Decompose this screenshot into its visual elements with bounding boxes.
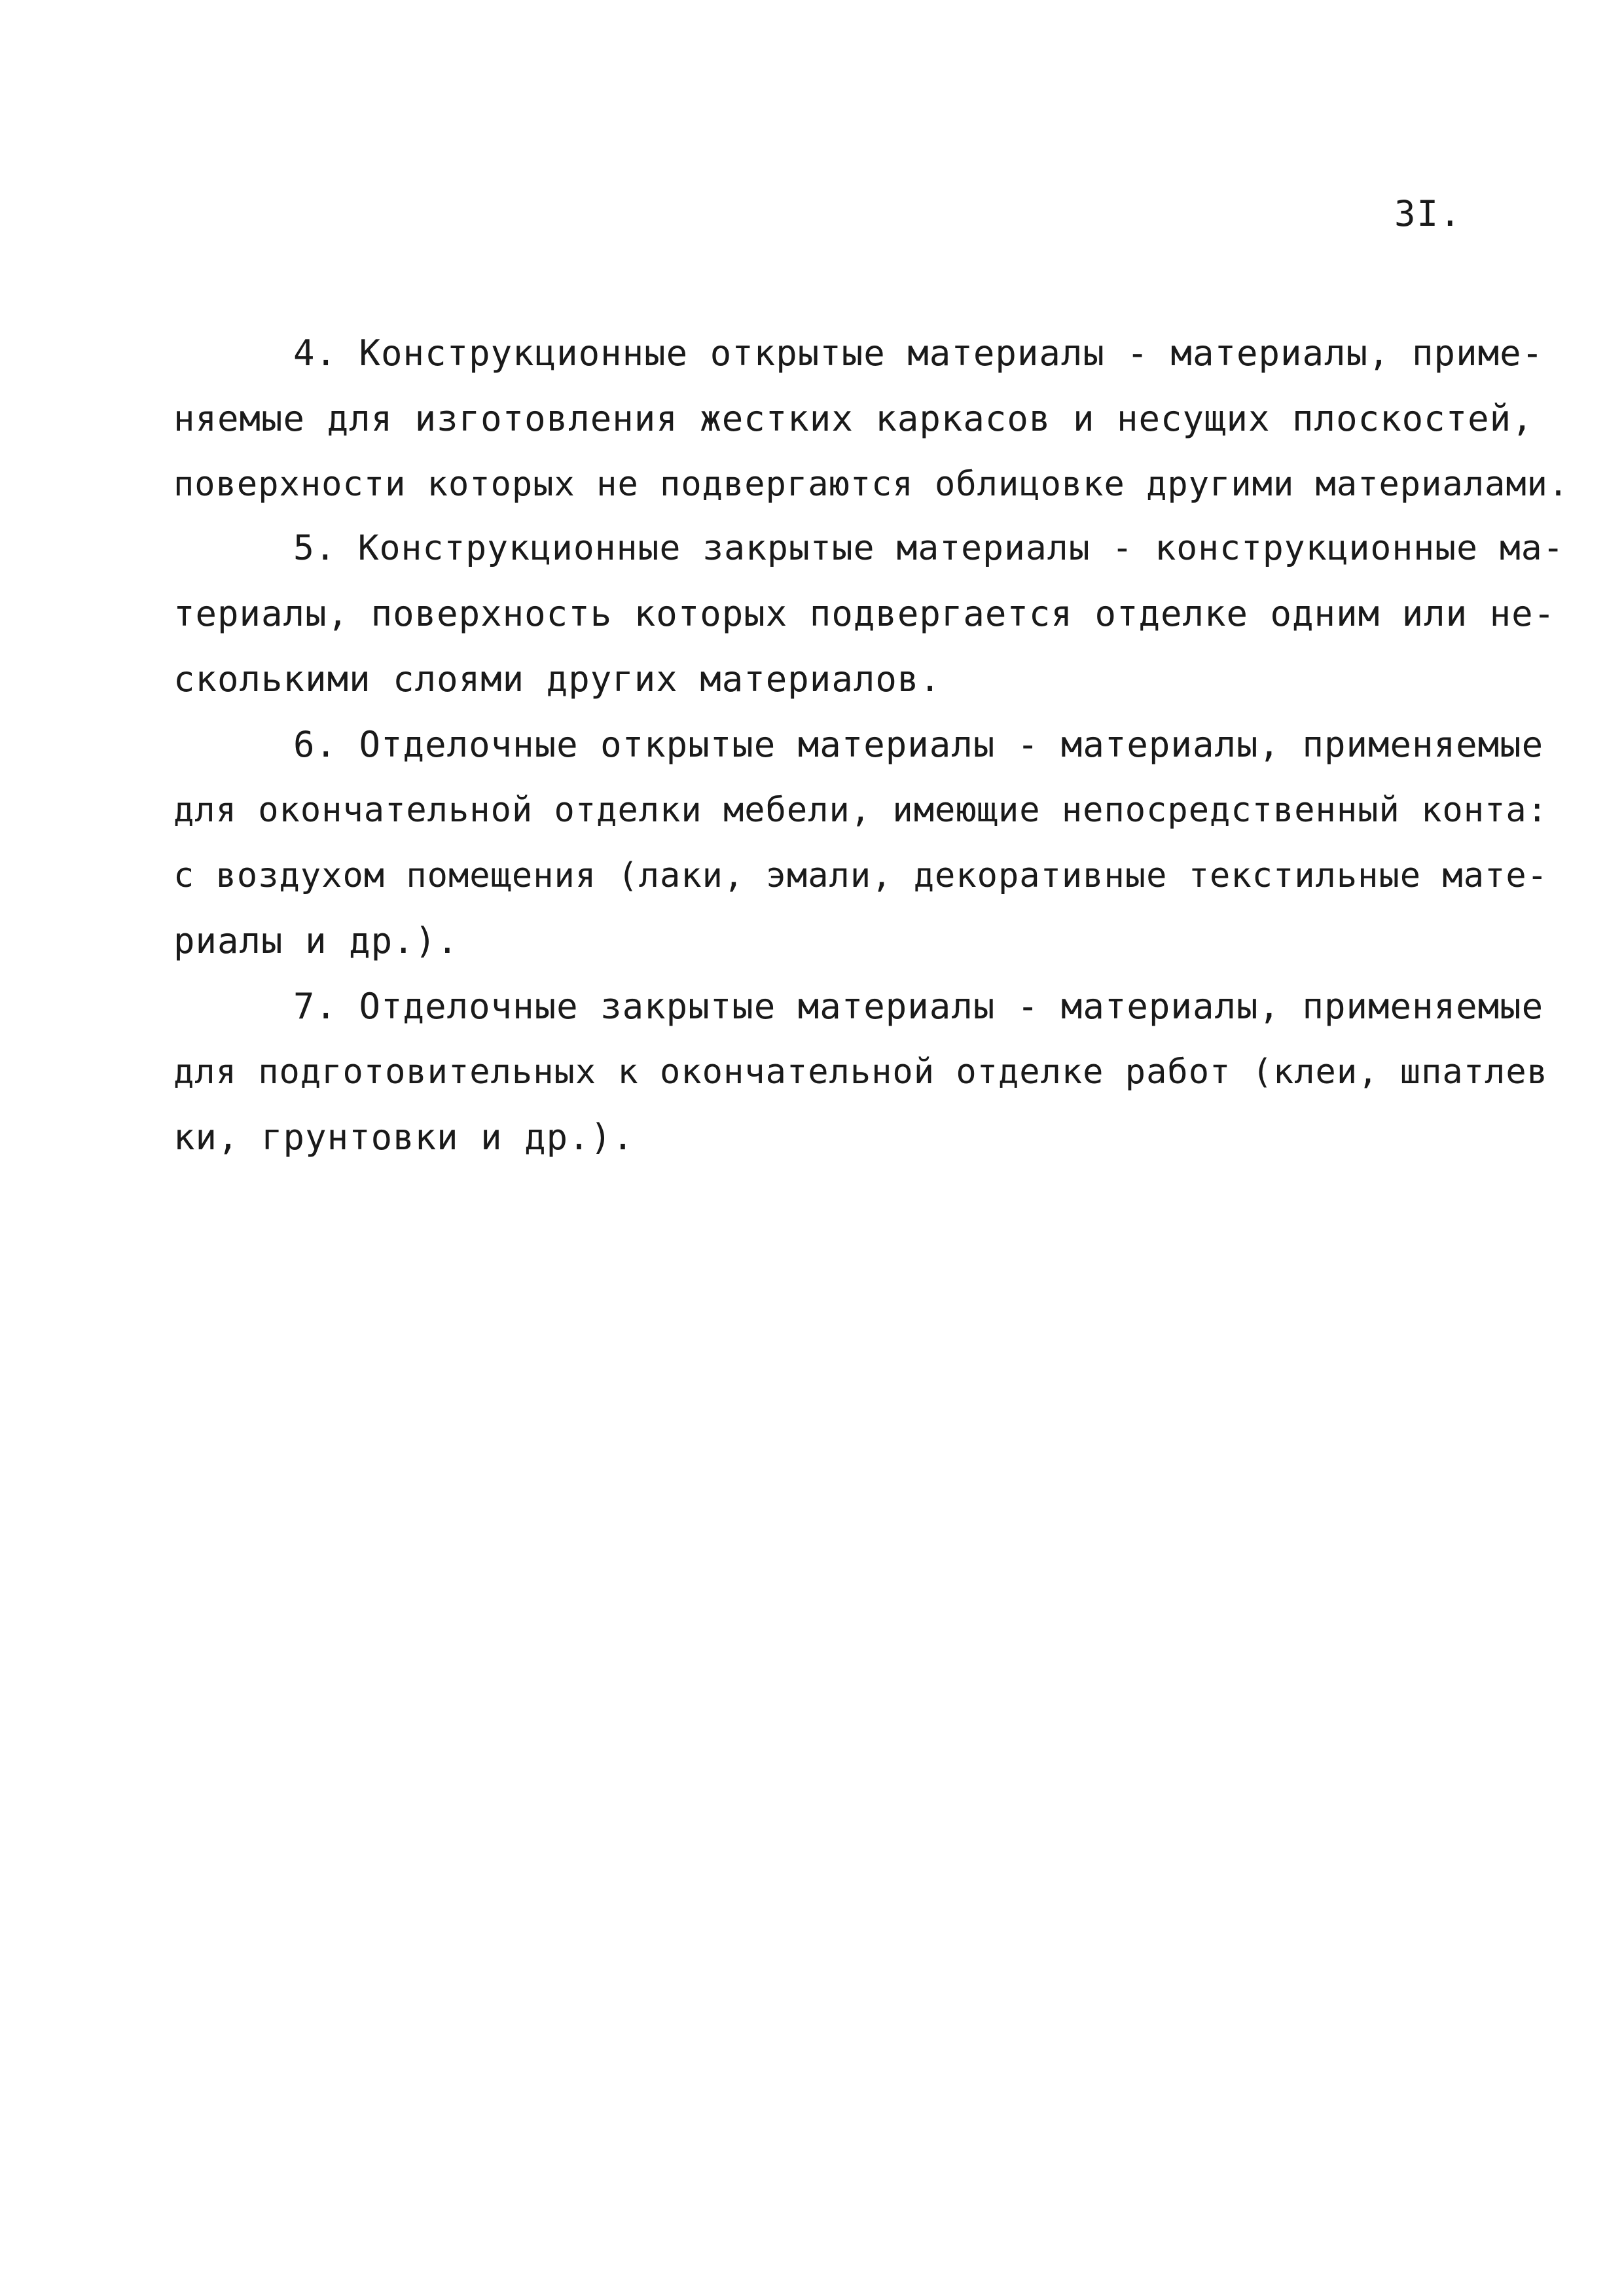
page-number: 3I. xyxy=(1394,193,1462,234)
paragraph-6-line-1: 6. Отделочные открытые материалы - материалы, применяемые xyxy=(293,724,1544,765)
paragraph-5-line-2: териалы, поверхность которых подвергается отделке одним или не- xyxy=(173,593,1556,634)
paragraph-7-line-2: для подготовительных к окончательной отделке работ (клеи, шпатлев xyxy=(173,1052,1548,1092)
paragraph-7-line-3: ки, грунтовки и др.). xyxy=(173,1117,634,1158)
paragraph-6-line-4: риалы и др.). xyxy=(173,920,459,961)
paragraph-4-line-1: 4. Конструкционные открытые материалы - материалы, приме- xyxy=(293,332,1544,374)
paragraph-4-line-3: поверхности которых не подвергаются облицовке другими материалами. xyxy=(173,465,1570,504)
paragraph-6-line-3: с воздухом помещения (лаки, эмали, декоративные текстильные мате- xyxy=(173,856,1548,895)
paragraph-6-line-2: для окончательной отделки мебели, имеющие непосредственный конта: xyxy=(173,791,1548,830)
paragraph-5-line-3: сколькими слоями других материалов. xyxy=(173,658,941,700)
paragraph-5-line-1: 5. Конструкционные закрытые материалы - конструкционные ма- xyxy=(293,528,1564,568)
paragraph-7-line-1: 7. Отделочные закрытые материалы - материалы, применяемые xyxy=(293,986,1544,1027)
paragraph-4-line-2: няемые для изготовления жестких каркасов и несущих плоскостей, xyxy=(173,398,1534,439)
